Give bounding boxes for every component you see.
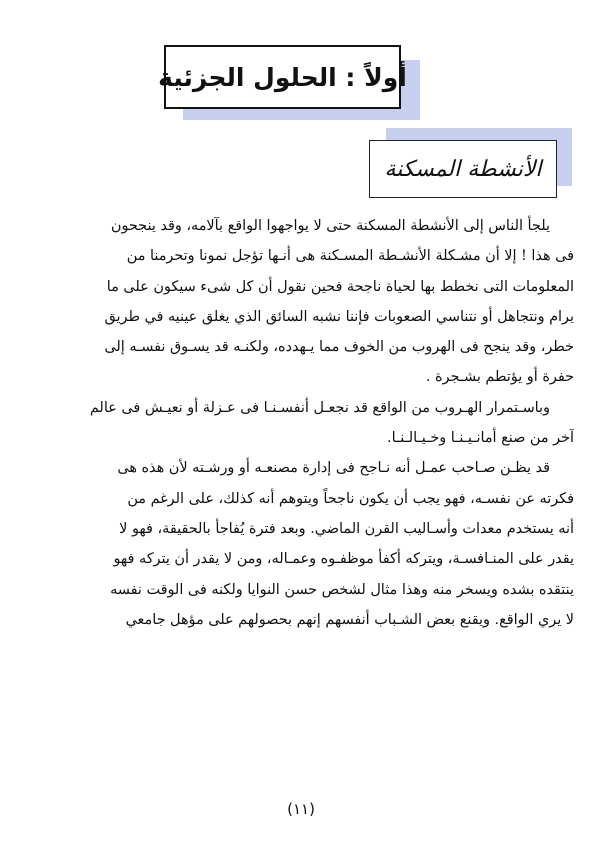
page-title: أولاً : الحلول الجزئية [158, 62, 407, 92]
body-line: فى هذا ! إلا أن مشـكلة الأنشـطة المسـكنة هى أنـها تؤجل نمونا وتحرمنا من [126, 248, 574, 265]
body-line: يرام ونتجاهل أو نتناسي الصعوبات فإننا نشبه السائق الذي يغلق عينيه في طريق [104, 308, 574, 325]
body-text [26, 211, 574, 635]
body-line: يقدر على المنـافسـة، ويتركه أكفأ موظفـوه وعمـاله، ومن لا يقدر أن يتركه فهو [113, 551, 574, 568]
subtitle-box [369, 140, 557, 198]
body-line: المعلومات التى نخطط بها لحياة ناجحة فحين نقول أن كل شىء سيكون على ما [106, 278, 574, 295]
body-line: آخر من صنع أمانـيـنـا وخـيـالـنـا. [387, 430, 574, 447]
body-line: فكرته عن نفسـه، فهو يجب أن يكون ناجحاً ويتوهم أنه كذلك، على الرغم من [127, 490, 574, 507]
body-line: خطر، وقد ينجح فى الهروب من الخوف مما يـهدده، ولكنـه قد يسـوق نفسـه إلى [104, 339, 574, 356]
page-number: (١١) [287, 800, 315, 818]
title-box [158, 45, 407, 109]
body-line: يلجأ الناس إلى الأنشطة المسكنة حتى لا يواجهوا الواقع بآلامه، وقد ينجحون [110, 218, 550, 234]
section-subtitle: الأنشطة المسكنة [384, 156, 542, 182]
body-line: أنه يستخدم معدات وأسـاليب القرن الماضي. وبعد فترة يُفاجأ بالحقيقة، فهو لا [119, 520, 574, 537]
body-line: قد يظـن صـاحب عمـل أنه نـاجح فى إدارة مصنعـه أو ورشـته لأن هذه هى [117, 460, 550, 477]
body-line: لا يري الواقع. ويقنع بعض الشـباب أنفسهم إنهم بحصولهم على مؤهل جامعي [125, 611, 574, 628]
body-line: ينتقده بشده ويسخر منه وهذا مثال لشخص حسن النوايا ولكنه فى الوقت نفسه [110, 581, 574, 598]
body-line: وباسـتمرار الهـروب من الواقع قد نجعـل أنفسـنـا فى عـزلة أو نعيـش فى عالم [89, 399, 550, 416]
body-line: حفرة أو يؤتطم بشـجرة . [425, 369, 574, 386]
